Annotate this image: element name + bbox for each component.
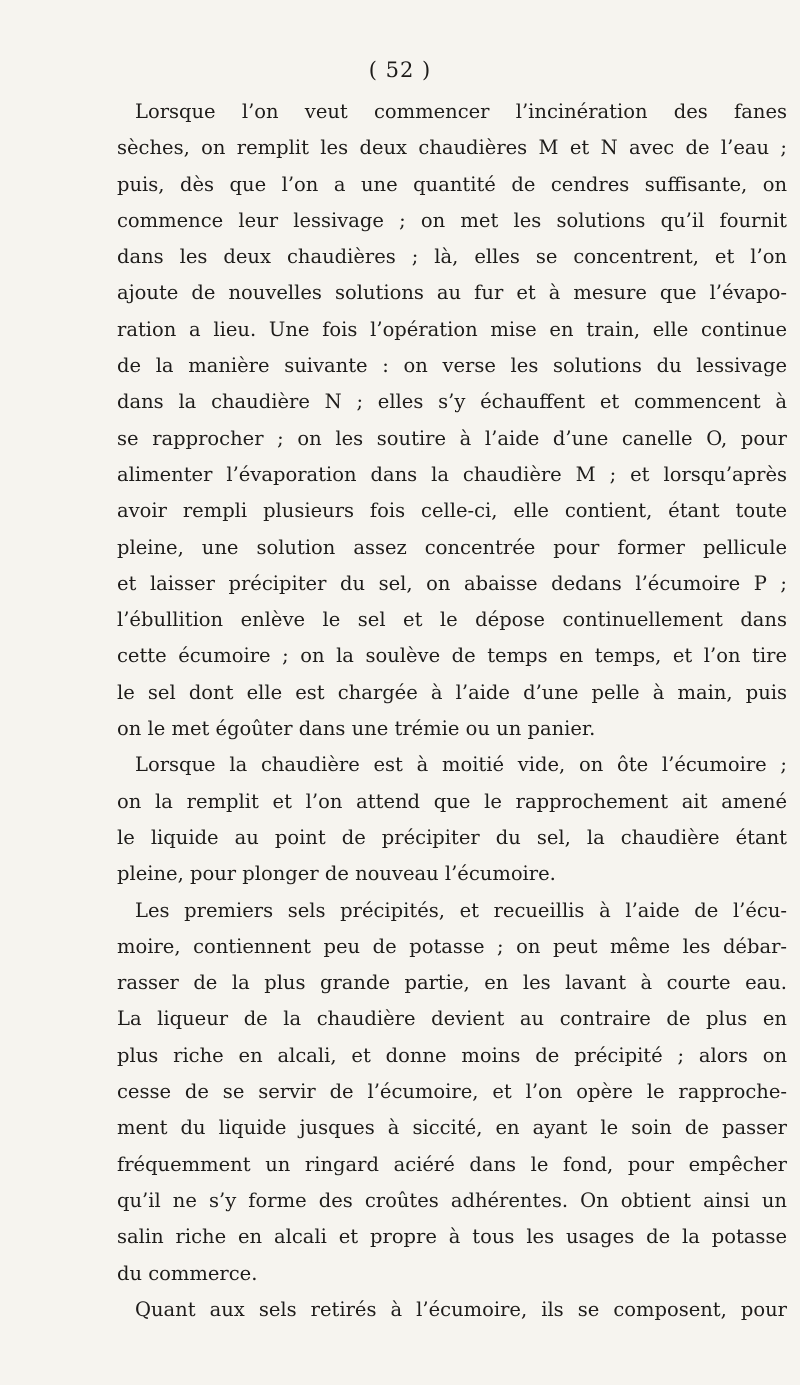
text-line: pleine, pour plonger de nouveau l’écumoire. (117, 862, 556, 886)
text-line: plus riche en alcali, et donne moins de précipité ; alors on (117, 1043, 787, 1067)
text-line: alimenter l’évaporation dans la chaudière M ; et lorsqu’après (117, 462, 787, 486)
text-line: sèches, on remplit les deux chaudières M et N avec de l’eau ; (117, 136, 787, 160)
text-line: fréquemment un ringard aciéré dans le fond, pour empêcher (117, 1152, 787, 1176)
text-line: Les premiers sels précipités, et recueillis à l’aide de l’écu- (135, 898, 787, 922)
body-text (117, 94, 787, 1328)
text-line: Lorsque l’on veut commencer l’incinération des fanes (135, 100, 787, 123)
text-line: cesse de se servir de l’écumoire, et l’on opère le rapproche- (117, 1080, 787, 1104)
text-line: dans la chaudière N ; elles s’y échauffent et commencent à (117, 390, 787, 414)
text-line: qu’il ne s’y forme des croûtes adhérentes. On obtient ainsi un (117, 1188, 787, 1212)
text-line: Quant aux sels retirés à l’écumoire, ils se composent, pour (135, 1297, 787, 1321)
text-line: on la remplit et l’on attend que le rapprochement ait amené (117, 789, 787, 813)
text-line: se rapprocher ; on les soutire à l’aide d’une canelle O, pour (117, 426, 787, 450)
text-line: et laisser précipiter du sel, on abaisse dedans l’écumoire P ; (117, 571, 787, 595)
text-line: cette écumoire ; on la soulève de temps en temps, et l’on tire (117, 644, 787, 668)
text-line: rasser de la plus grande partie, en les lavant à courte eau. (117, 971, 787, 995)
text-line: dans les deux chaudières ; là, elles se concentrent, et l’on (117, 245, 787, 269)
text-line: salin riche en alcali et propre à tous les usages de la potasse (117, 1225, 787, 1249)
text-line: commence leur lessivage ; on met les solutions qu’il fournit (117, 208, 787, 232)
text-line: puis, dès que l’on a une quantité de cendres suffisante, on (117, 172, 787, 196)
text-line: ment du liquide jusques à siccité, en ayant le soin de passer (117, 1116, 787, 1140)
text-line: le liquide au point de précipiter du sel, la chaudière étant (117, 825, 787, 849)
text-line: ration a lieu. Une fois l’opération mise en train, elle continue (117, 317, 787, 341)
text-line: moire, contiennent peu de potasse ; on peut même les débar- (117, 934, 787, 958)
text-line: Lorsque la chaudière est à moitié vide, on ôte l’écumoire ; (135, 753, 787, 777)
page-number: ( 52 ) (368, 58, 432, 82)
text-line: on le met égoûter dans une trémie ou un panier. (117, 717, 596, 741)
text-line: avoir rempli plusieurs fois celle-ci, elle contient, étant toute (117, 499, 787, 523)
text-line: l’ébullition enlève le sel et le dépose continuellement dans (117, 608, 787, 632)
text-line: La liqueur de la chaudière devient au contraire de plus en (117, 1007, 787, 1031)
text-line: de la manière suivante : on verse les solutions du lessivage (117, 354, 787, 378)
text-line: le sel dont elle est chargée à l’aide d’une pelle à main, puis (117, 680, 787, 704)
text-line: pleine, une solution assez concentrée pour former pellicule (117, 535, 787, 559)
text-line: du commerce. (117, 1261, 258, 1285)
text-line: ajoute de nouvelles solutions au fur et à mesure que l’évapo- (117, 281, 787, 305)
